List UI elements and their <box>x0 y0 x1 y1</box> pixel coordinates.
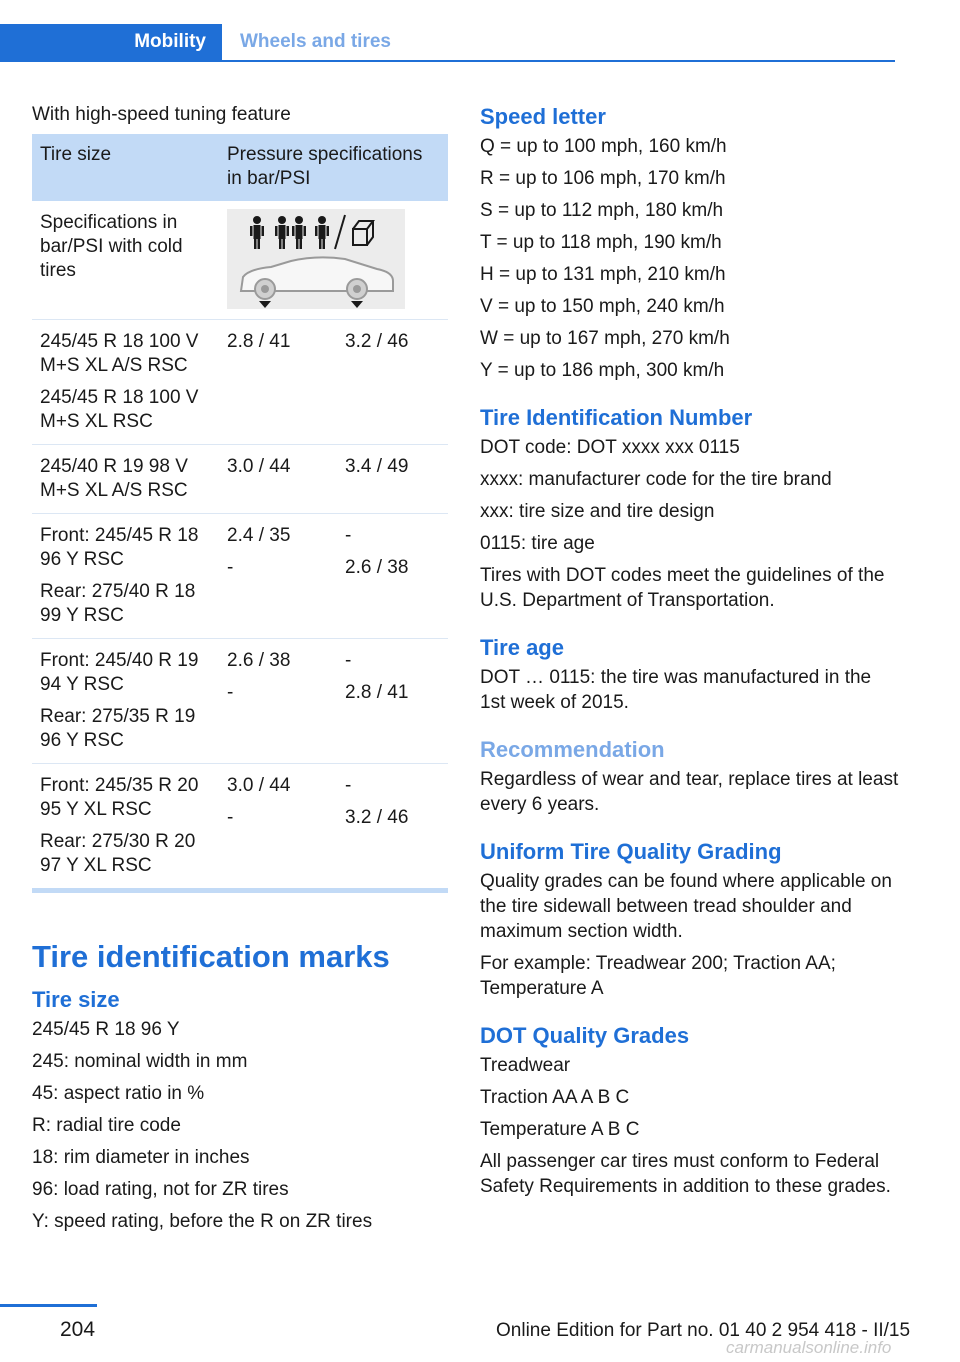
tire-size-line: Y: speed rating, before the R on ZR tires <box>32 1211 373 1232</box>
tin-line: 0115: tire age <box>480 533 595 554</box>
dot-grades-line: All passenger car tires must conform to Federal Safety Requirements in addition to these grades. <box>480 1151 891 1197</box>
tire-size-line: 245/45 R 18 96 Y <box>32 1019 180 1040</box>
edition-footer: Online Edition for Part no. 01 40 2 954 418 - II/15 <box>496 1320 911 1341</box>
tab-mobility[interactable]: Mobility <box>0 24 222 60</box>
dot-grades-line: Temperature A B C <box>480 1119 640 1140</box>
speed-letter-line: H = up to 131 mph, 210 km/h <box>480 264 726 285</box>
utqg-heading: Uniform Tire Quality Grading <box>480 839 782 864</box>
tire-pressure-table <box>32 134 448 888</box>
tire-size-line: 245: nominal width in mm <box>32 1051 248 1072</box>
dot-grades-heading: DOT Quality Grades <box>480 1023 690 1048</box>
utqg-line: For example: Treadwear 200; Traction AA; Temperature A <box>480 953 836 999</box>
tire-size-cell: Front: 245/40 R 19 94 Y RSC <box>40 650 199 695</box>
pressure-cell: 3.0 / 44 <box>227 775 291 796</box>
watermark-text: carmanualsonline.info <box>726 1338 892 1357</box>
pressure-cell: - <box>227 807 234 828</box>
header-pressure-specs: Pressure specifications in bar/PSI <box>219 134 448 201</box>
tire-size-line: R: radial tire code <box>32 1115 181 1136</box>
tire-size-cell: Rear: 275/30 R 20 97 Y XL RSC <box>40 831 196 876</box>
tire-size-cell: Front: 245/35 R 20 95 Y XL RSC <box>40 775 199 820</box>
tire-size-cell: 245/40 R 19 98 V M+S XL A/S RSC <box>40 456 188 501</box>
utqg-line: Quality grades can be found where applicable on the tire sidewall between tread shoulder and maximum section width. <box>480 871 892 942</box>
section-title: Tire identification marks <box>32 939 390 974</box>
speed-letter-line: Q = up to 100 mph, 160 km/h <box>480 136 727 157</box>
speed-letter-line: R = up to 106 mph, 170 km/h <box>480 168 726 189</box>
table-row-spec-label <box>32 201 448 320</box>
tab-wheels-and-tires[interactable]: Wheels and tires <box>240 31 391 52</box>
tire-size-cell: 245/45 R 18 100 V M+S XL A/S RSC <box>40 331 199 376</box>
pressure-cell: 2.6 / 38 <box>345 557 409 578</box>
pressure-cell: 3.2 / 46 <box>345 331 409 352</box>
table-caption: With high-speed tuning feature <box>32 104 291 125</box>
table-row <box>32 320 448 445</box>
speed-letter-line: V = up to 150 mph, 240 km/h <box>480 296 725 317</box>
tire-size-cell: Rear: 275/40 R 18 99 Y RSC <box>40 581 196 626</box>
tin-heading: Tire Identification Number <box>480 405 753 430</box>
table-row <box>32 514 448 639</box>
tin-line: xxxx: manufacturer code for the tire brand <box>480 469 832 490</box>
pressure-cell: 3.4 / 49 <box>345 456 409 477</box>
dot-grades-line: Traction AA A B C <box>480 1087 630 1108</box>
pressure-cell: 2.8 / 41 <box>227 331 291 352</box>
pressure-cell: 2.4 / 35 <box>227 525 291 546</box>
header-tire-size: Tire size <box>32 134 219 201</box>
pressure-cell: 2.6 / 38 <box>227 650 291 671</box>
page-number-rule <box>0 1304 97 1307</box>
header-tabbar <box>0 24 895 62</box>
tin-line: Tires with DOT codes meet the guidelines of the U.S. Department of Transportation. <box>480 565 885 611</box>
speed-letter-line: W = up to 167 mph, 270 km/h <box>480 328 730 349</box>
tire-size-line: 96: load rating, not for ZR tires <box>32 1179 289 1200</box>
speed-letter-line: Y = up to 186 mph, 300 km/h <box>480 360 725 381</box>
tin-line: DOT code: DOT xxxx xxx 0115 <box>480 437 740 458</box>
pressure-cell: 2.8 / 41 <box>345 682 409 703</box>
tire-size-line: 45: aspect ratio in % <box>32 1083 205 1104</box>
table-row <box>32 764 448 889</box>
right-column <box>480 102 900 1199</box>
tire-size-heading: Tire size <box>32 987 120 1012</box>
tire-size-line: 18: rim diameter in inches <box>32 1147 250 1168</box>
recommendation-heading: Recommendation <box>480 737 665 762</box>
pressure-cell: - <box>345 775 352 796</box>
pressure-cell: 3.0 / 44 <box>227 456 291 477</box>
speed-letter-line: T = up to 118 mph, 190 km/h <box>480 232 722 253</box>
tin-line: xxx: tire size and tire design <box>480 501 715 522</box>
left-column <box>32 102 448 1234</box>
pressure-cell: - <box>227 557 234 578</box>
table-bottom-rule <box>32 888 448 893</box>
vehicle-load-diagram-icon <box>227 209 405 309</box>
spec-label: Specifications in bar/PSI with cold tires <box>32 201 219 320</box>
dot-grades-line: Treadwear <box>480 1055 571 1076</box>
pressure-cell: - <box>345 650 352 671</box>
pressure-cell: 3.2 / 46 <box>345 807 409 828</box>
speed-letter-line: S = up to 112 mph, 180 km/h <box>480 200 724 221</box>
pressure-cell: - <box>227 682 234 703</box>
tire-size-cell: Front: 245/45 R 18 96 Y RSC <box>40 525 199 570</box>
table-row <box>32 639 448 764</box>
recommendation-line: Regardless of wear and tear, replace tires at least every 6 years. <box>480 769 899 815</box>
tire-size-cell: 245/45 R 18 100 V M+S XL RSC <box>40 387 199 432</box>
speed-letter-heading: Speed letter <box>480 104 606 129</box>
table-row <box>32 445 448 514</box>
pressure-cell: - <box>345 525 352 546</box>
tire-age-line: DOT … 0115: the tire was manufactured in the 1st week of 2015. <box>480 667 872 713</box>
tire-size-cell: Rear: 275/35 R 19 96 Y RSC <box>40 706 196 751</box>
page-number: 204 <box>60 1318 96 1341</box>
tire-age-heading: Tire age <box>480 635 564 660</box>
